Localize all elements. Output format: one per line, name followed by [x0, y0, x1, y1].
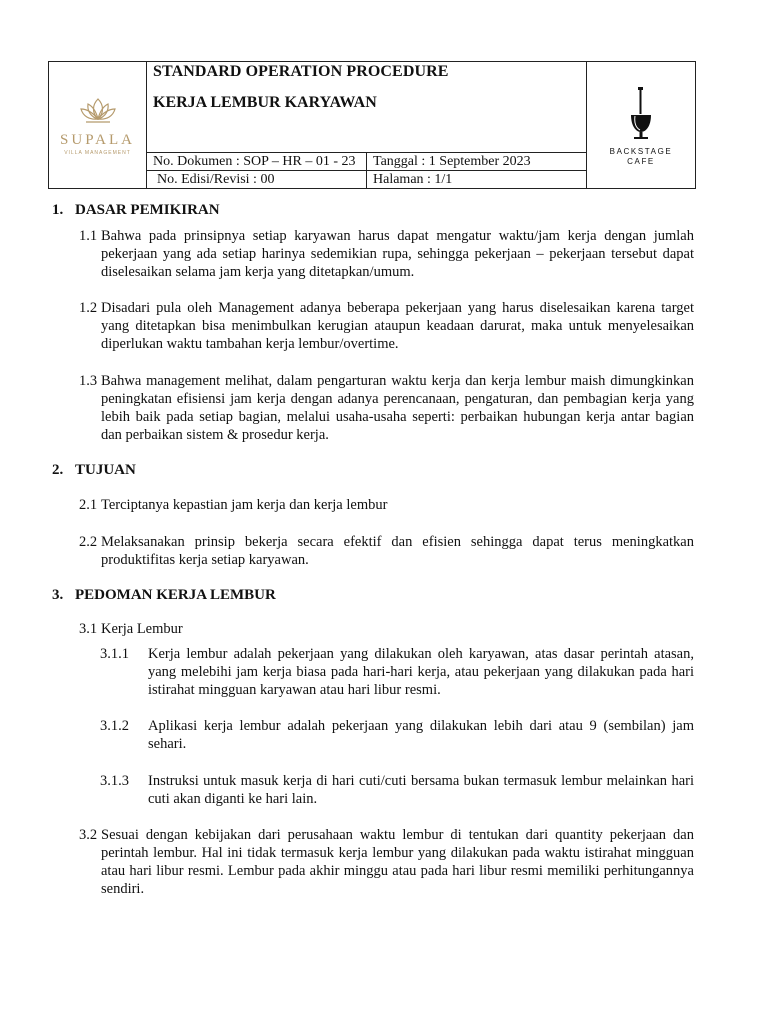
supala-logo-name: SUPALA: [60, 131, 135, 148]
guitar-glass-icon: [624, 85, 658, 141]
backstage-logo-line2: CAFE: [627, 156, 655, 166]
section-heading: [52, 587, 276, 604]
item-number: 2.1: [79, 497, 98, 513]
backstage-logo: [587, 62, 696, 189]
item-text: Terciptanya kepastian jam kerja dan kerja lembur: [101, 497, 388, 513]
section-title: TUJUAN: [75, 462, 136, 478]
section-heading: [52, 462, 136, 479]
item-number: 3.1.2: [100, 718, 129, 734]
item-number: 3.1.1: [100, 646, 129, 662]
paragraph-3-1-1: [100, 645, 694, 699]
item-text: Kerja lembur adalah pekerjaan yang dilakukan oleh karyawan, atas dasar perintah atasan, yang melebihi jam kerja biasa pada hari-hari kerja, atau pekerjaan yang dilakukan pada hari istirahat mingguan karyawan atau hari libur resmi.: [148, 646, 694, 698]
item-text: Bahwa pada prinsipnya setiap karyawan harus dapat mengatur waktu/jam kerja dengan jumlah pekerjaan yang ada setiap harinya sedemikian rupa, sehingga pekerjaan – pekerjaan tersebut dapat diselesaikan selama jam kerja yang ditetapkan/umum.: [101, 228, 694, 280]
supala-logo: [49, 62, 147, 189]
paragraph-3-2: [79, 826, 694, 898]
item-text: Kerja Lembur: [101, 621, 183, 637]
section-title: DASAR PEMIKIRAN: [75, 202, 220, 218]
doc-date: Tanggal : 1 September 2023: [367, 153, 587, 171]
item-number: 2.2: [79, 534, 98, 550]
doc-edition: No. Edisi/Revisi : 00: [147, 171, 367, 189]
paragraph-3-1: [79, 620, 694, 638]
item-text: Bahwa management melihat, dalam pengarturan waktu kerja dan kerja lembur maish dimungkinkan peningkatan efisiensi jam kerja dengan adanya perencanaan, pengaturan, dan pembagian kerja yang lebih baik pada setiap bagian, melalui usaha-usaha seperti: perbaikan hubungan kerja antar bagian dan perbaikan sistem & prosedur kerja.: [101, 373, 694, 443]
lotus-icon: [78, 95, 118, 125]
item-text: Melaksanakan prinsip bekerja secara efektif dan efisien sehingga dapat terus meningkatkan produktifitas kerja setiap karyawan.: [101, 534, 694, 568]
supala-logo-subtitle: VILLA MANAGEMENT: [64, 149, 131, 156]
sop-header-table: [48, 61, 696, 189]
paragraph-3-1-3: [100, 772, 694, 808]
paragraph-3-1-2: [100, 717, 694, 753]
title-cell: [147, 62, 587, 153]
paragraph-1-2: [79, 299, 694, 353]
item-number: 1.3: [79, 373, 98, 389]
item-number: 1.2: [79, 300, 98, 316]
item-number: 3.1.3: [100, 773, 129, 789]
item-number: 3.2: [79, 827, 98, 843]
document-title: STANDARD OPERATION PROCEDURE: [153, 63, 449, 80]
doc-number: No. Dokumen : SOP – HR – 01 - 23: [147, 153, 367, 171]
doc-page: Halaman : 1/1: [367, 171, 587, 189]
document-subtitle: KERJA LEMBUR KARYAWAN: [153, 94, 377, 111]
item-text: Disadari pula oleh Management adanya beberapa pekerjaan yang harus diselesaikan karena target yang ditetapkan bisa menimbulkan kerugian ataupun keadaan darurat, maka untuk menyelesaikan diperlukan waktu tambahan kerja lembur/overtime.: [101, 300, 694, 352]
section-number: 2.: [52, 462, 64, 478]
item-number: 3.1: [79, 621, 98, 637]
section-number: 1.: [52, 202, 64, 218]
paragraph-2-2: [79, 533, 694, 569]
section-heading: [52, 202, 220, 219]
item-text: Instruksi untuk masuk kerja di hari cuti/cuti bersama bukan termasuk lembur melainkan hari cuti akan diganti ke hari lain.: [148, 773, 694, 807]
item-text: Aplikasi kerja lembur adalah pekerjaan yang dilakukan lebih dari atau 9 (sembilan) jam sehari.: [148, 718, 694, 752]
backstage-logo-line1: BACKSTAGE: [609, 146, 673, 156]
item-text: Sesuai dengan kebijakan dari perusahaan waktu lembur di tentukan dari quantity pekerjaan dan perintah lembur. Hal ini tidak termasuk kerja lembur yang dilakukan pada waktu istirahat mingguan atau hari libur resmi. Lembur pada akhir minggu atau pada hari libur resmi memiliki perhitungannya sendiri.: [101, 827, 694, 897]
section-title: PEDOMAN KERJA LEMBUR: [75, 587, 276, 603]
section-number: 3.: [52, 587, 64, 603]
paragraph-1-3: [79, 372, 694, 444]
paragraph-2-1: [79, 496, 694, 514]
paragraph-1-1: [79, 227, 694, 281]
item-number: 1.1: [79, 228, 98, 244]
